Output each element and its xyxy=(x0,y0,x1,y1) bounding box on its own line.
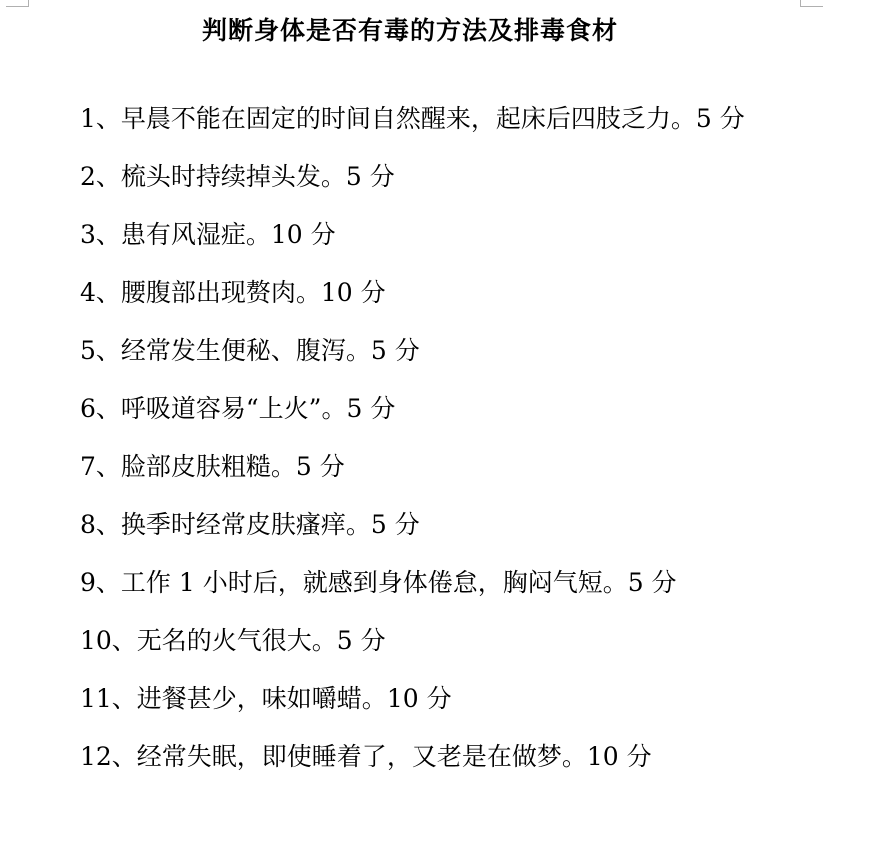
document-body xyxy=(24,90,794,786)
page-corner-mark-right xyxy=(800,0,823,7)
list-item: 2、梳头时持续掉头发。5 分 xyxy=(80,162,395,191)
list-item: 1、早晨不能在固定的时间自然醒来，起床后四肢乏力。5 分 xyxy=(80,104,745,133)
document-title: 判断身体是否有毒的方法及排毒食材 xyxy=(201,16,618,45)
list-item: 3、患有风湿症。10 分 xyxy=(80,220,336,249)
list-item: 4、腰腹部出现赘肉。10 分 xyxy=(80,278,386,307)
list-item: 7、脸部皮肤粗糙。5 分 xyxy=(80,452,345,481)
list-item: 11、进餐甚少，味如嚼蜡。10 分 xyxy=(80,684,452,713)
list-item: 6、呼吸道容易“上火”。5 分 xyxy=(80,394,396,423)
page-corner-mark-left xyxy=(6,0,29,7)
list-item: 5、经常发生便秘、腹泻。5 分 xyxy=(80,336,420,365)
list-item: 8、换季时经常皮肤瘙痒。5 分 xyxy=(80,510,420,539)
list-item: 12、经常失眠，即使睡着了，又老是在做梦。10 分 xyxy=(80,742,652,771)
list-item: 10、无名的火气很大。5 分 xyxy=(80,626,386,655)
list-item: 9、工作 1 小时后，就感到身体倦怠，胸闷气短。5 分 xyxy=(80,568,677,597)
